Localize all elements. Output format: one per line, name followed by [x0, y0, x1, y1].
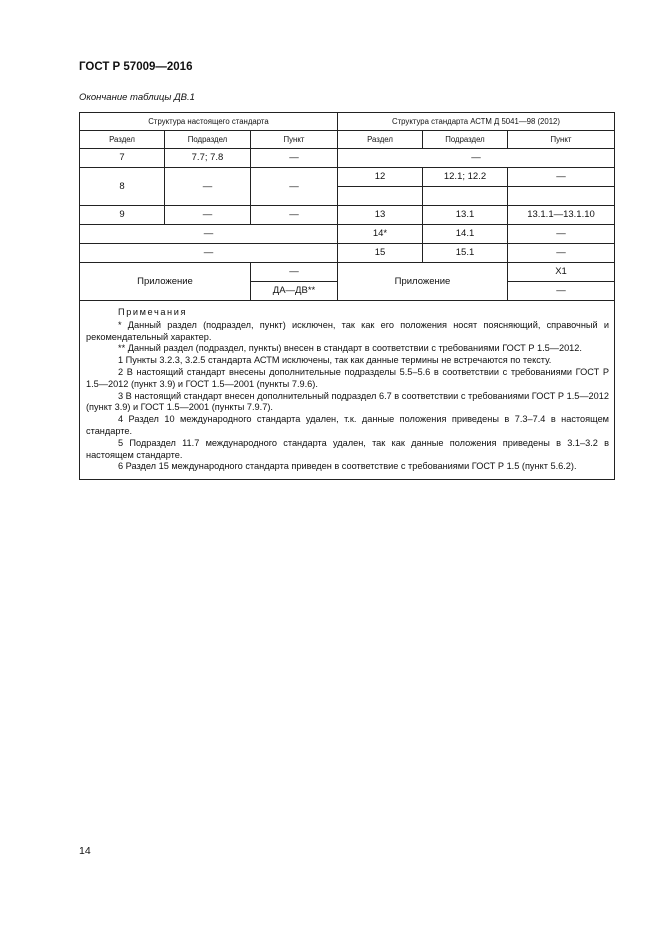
table-cell: — — [508, 225, 615, 244]
table-caption: Окончание таблицы ДВ.1 — [79, 92, 195, 103]
appendix-label-national: Приложение — [80, 263, 251, 301]
column-header: Пункт — [508, 131, 615, 149]
note-item: 5 Подраздел 11.7 международного стандарта удален, так как данные положения приведены в 3.1–3.2 в настоящем стандарте. — [86, 437, 609, 460]
column-header: Подраздел — [165, 131, 251, 149]
table-row — [80, 244, 615, 263]
table-cell: — — [80, 225, 338, 244]
column-header: Раздел — [338, 131, 423, 149]
table-cell: 14.1 — [423, 225, 508, 244]
appendix-label-international: Приложение — [338, 263, 508, 301]
note-item: 6 Раздел 15 международного стандарта приведен в соответствие с требованиями ГОСТ Р 1.5 (пункт 5.6.2). — [118, 461, 577, 472]
note-item: * Данный раздел (подраздел, пункт) исключен, так как его положения носят поясняющий, справочный и рекомендательный характер. — [86, 319, 609, 342]
table-row — [80, 149, 615, 168]
table-cell: — — [251, 168, 338, 206]
table-cell-empty — [423, 187, 508, 206]
note-item: 4 Раздел 10 международного стандарта удален, т.к. данные положения приведены в 7.3–7.4 в настоящем стандарте. — [86, 414, 609, 436]
table-cell: 15.1 — [423, 244, 508, 263]
table-cell: — — [165, 168, 251, 206]
group-header-international: Структура стандарта АСТМ Д 5041—98 (2012) — [338, 113, 615, 131]
table-row — [80, 168, 615, 187]
table-cell: 13.1 — [423, 206, 508, 225]
notes-title: Примечания — [118, 307, 188, 317]
table-cell: 12 — [338, 168, 423, 187]
table-cell: — — [338, 149, 615, 168]
table-cell: — — [508, 282, 615, 301]
table-cell: 8 — [80, 168, 165, 206]
note-item: 2 В настоящий стандарт внесены дополнительные подразделы 5.5–5.6 в соответствии с требованиями ГОСТ Р 1.5—2012 (пункт 3.9) и ГОСТ 1.5—2001 (пункты 7.9.6). — [86, 366, 609, 389]
table-cell: 13 — [338, 206, 423, 225]
document-header: ГОСТ Р 57009—2016 — [79, 61, 193, 73]
table-cell: — — [251, 149, 338, 168]
table-cell-empty — [508, 187, 615, 206]
table-group-header-row — [80, 113, 615, 131]
table-cell: ДА—ДВ** — [251, 282, 338, 301]
table-cell: 9 — [80, 206, 165, 225]
note-item: 1 Пункты 3.2.3, 3.2.5 стандарта АСТМ исключены, так как данные термины не встречаются по тексту. — [118, 355, 552, 366]
table-cell: — — [508, 244, 615, 263]
table-cell: 14* — [338, 225, 423, 244]
note-item: ** Данный раздел (подраздел, пункты) внесен в стандарт в соответствии с требованиями ГОСТ Р 1.5—2012. — [118, 343, 582, 354]
group-header-national: Структура настоящего стандарта — [80, 113, 338, 131]
column-header: Раздел — [80, 131, 165, 149]
table-cell: 7.7; 7.8 — [165, 149, 251, 168]
table-cell: — — [251, 206, 338, 225]
comparison-table — [79, 112, 615, 301]
table-cell: — — [251, 263, 338, 282]
table-cell: — — [508, 168, 615, 187]
note-item: 3 В настоящий стандарт внесен дополнительный подраздел 6.7 в соответствии с требованиями ГОСТ Р 1.5—2012 (пункт 3.9) и ГОСТ 1.5—2001 (пункты 7.9.7). — [86, 390, 609, 413]
notes-block — [79, 301, 615, 480]
column-header: Пункт — [251, 131, 338, 149]
table-cell: 12.1; 12.2 — [423, 168, 508, 187]
table-cell: Х1 — [508, 263, 615, 282]
table-cell-empty — [338, 187, 423, 206]
table-cell: 15 — [338, 244, 423, 263]
page-number: 14 — [79, 845, 91, 857]
table-cell: — — [165, 206, 251, 225]
table-row — [80, 206, 615, 225]
table-cell: — — [80, 244, 338, 263]
table-row-appendix — [80, 263, 615, 282]
comparison-table-container — [79, 112, 614, 480]
table-row — [80, 225, 615, 244]
table-cell: 7 — [80, 149, 165, 168]
column-header: Подраздел — [423, 131, 508, 149]
table-column-header-row — [80, 131, 615, 149]
table-cell: 13.1.1—13.1.10 — [508, 206, 615, 225]
